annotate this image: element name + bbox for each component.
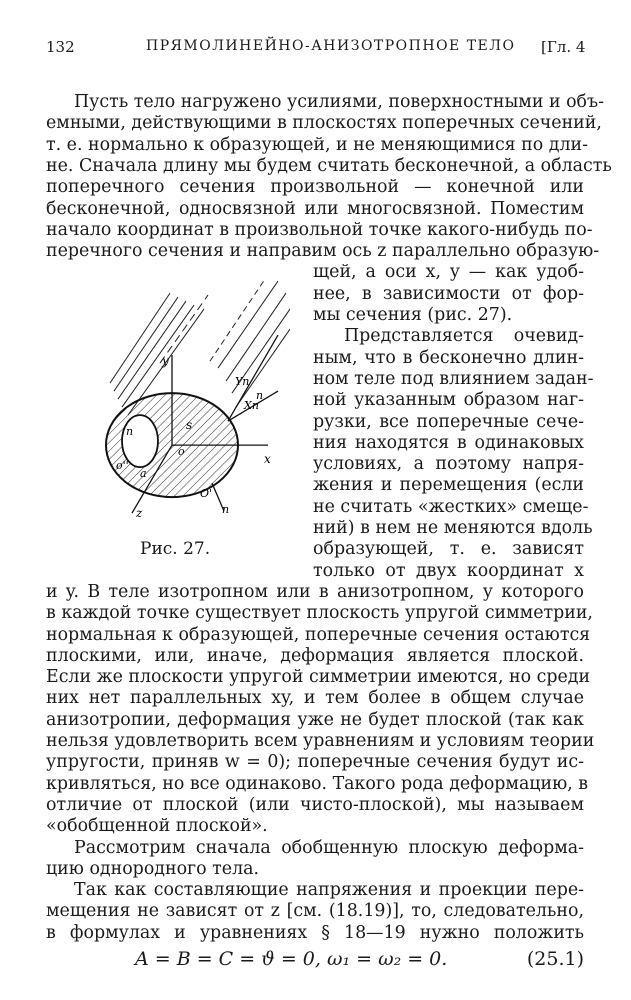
equation-body: A = B = C = ϑ = 0, ω₁ = ω₂ = 0. <box>135 948 448 970</box>
equation-number: (25.1) <box>526 948 584 970</box>
text-line: не. Сначала длину мы будем считать бесконечной, а область <box>46 155 612 176</box>
text-line: не считать «жестких» смеще- <box>313 496 589 517</box>
label-a: a <box>140 467 147 481</box>
text-line: цию однородного тела. <box>46 858 260 879</box>
label-z: z <box>136 506 143 521</box>
text-line: ном теле под влиянием задан- <box>313 368 594 389</box>
text-line: образующей, т. е. зависят <box>313 539 584 560</box>
label-xn: Xn <box>244 399 259 413</box>
label-o-prime: O' <box>200 487 213 501</box>
figure-caption: Рис. 27. <box>140 538 211 559</box>
text-line: мы сечения (рис. 27). <box>313 305 513 325</box>
text-line: Представляется очевид- <box>344 326 584 347</box>
text-line: «обобщенной плоской». <box>46 816 268 837</box>
text-line: поперечного сечения произвольной — конечной или <box>46 177 584 198</box>
label-yn: Yn <box>235 375 250 389</box>
label-y: y <box>162 354 169 369</box>
text-line: плоскими, или, иначе, деформация является плоской. <box>46 645 584 666</box>
text-line: в каждой точке существует плоскость упругой симметрии, <box>46 603 593 624</box>
text-line: анизотропии, деформация уже не будет плоской (так как <box>46 709 584 730</box>
text-line: нее, в зависимости от фор- <box>313 283 584 304</box>
figure-27-cylinder-diagram <box>100 262 290 534</box>
text-line: перечного сечения и направим ось z параллельно образую- <box>46 241 600 262</box>
text-line: т. е. нормально к образующей, и не меняющимися по дли- <box>46 134 588 155</box>
text-line: ным, что в бесконечно длин- <box>313 347 584 368</box>
label-n-bottom: n <box>222 503 230 517</box>
text-line: щей, а оси x, y — как удоб- <box>313 262 584 283</box>
text-line: жения и перемещения (если <box>313 475 584 496</box>
text-line: нельзя удовлетворить всем уравнениям и условиям теории <box>46 731 595 751</box>
label-o: o <box>178 445 185 459</box>
text-line: упругости, приняв w = 0); поперечные сечения будут ис- <box>46 752 584 773</box>
label-n-outer: n <box>256 389 264 403</box>
text-line: бесконечной, односвязной или многосвязной. Поместим <box>46 198 584 219</box>
text-line: Если же плоскости упругой симметрии имеются, но среди <box>46 667 591 688</box>
text-line: ной указанным образом наг- <box>313 390 584 411</box>
text-line: мещения не зависят от z [см. (18.19)], то, следовательно, <box>46 901 584 922</box>
equation-25-1 <box>135 948 584 974</box>
text-line: нормальная к образующей, поперечные сечения остаются <box>46 624 591 645</box>
text-line: ния находятся в одинаковых <box>313 432 584 453</box>
text-line: начало координат в произвольной точке какого-нибудь по- <box>46 219 593 240</box>
text-line: кривляться, но все одинаково. Такого рода деформацию, в <box>46 773 589 794</box>
text-line: емными, действующими в плоскостях поперечных сечений, <box>46 113 602 134</box>
text-line: рузки, все поперечные сече- <box>313 411 584 432</box>
text-line: Рассмотрим сначала обобщенную плоскую деформа- <box>74 837 584 858</box>
text-line: и y. В теле изотропном или в анизотропном, у которого <box>46 581 584 602</box>
chapter-marker: [Гл. 4 <box>541 38 586 56</box>
label-o-dprime: o'' <box>116 459 129 473</box>
text-line: отличие от плоской (или чисто-плоской), мы называем <box>46 794 584 815</box>
text-line: условиях, а поэтому напря- <box>313 454 584 475</box>
text-line: Так как составляющие напряжения и проекции пере- <box>74 880 584 901</box>
text-line: них нет параллельных xy, и тем более в общем случае <box>46 688 584 709</box>
text-line: Пусть тело нагружено усилиями, поверхностными и объ- <box>74 92 604 112</box>
text-line: ний) в нем не меняются вдоль <box>313 518 593 538</box>
page-number: 132 <box>46 38 75 56</box>
label-n-inner: n <box>126 425 134 439</box>
running-title: ПРЯМОЛИНЕЙНО-АНИЗОТРОПНОЕ ТЕЛО <box>146 38 516 54</box>
text-line: в формулах и уравнениях § 18—19 нужно положить <box>46 922 584 943</box>
label-x: x <box>264 452 271 467</box>
label-s: s <box>186 418 193 433</box>
text-line: только от двух координат x <box>313 560 584 581</box>
